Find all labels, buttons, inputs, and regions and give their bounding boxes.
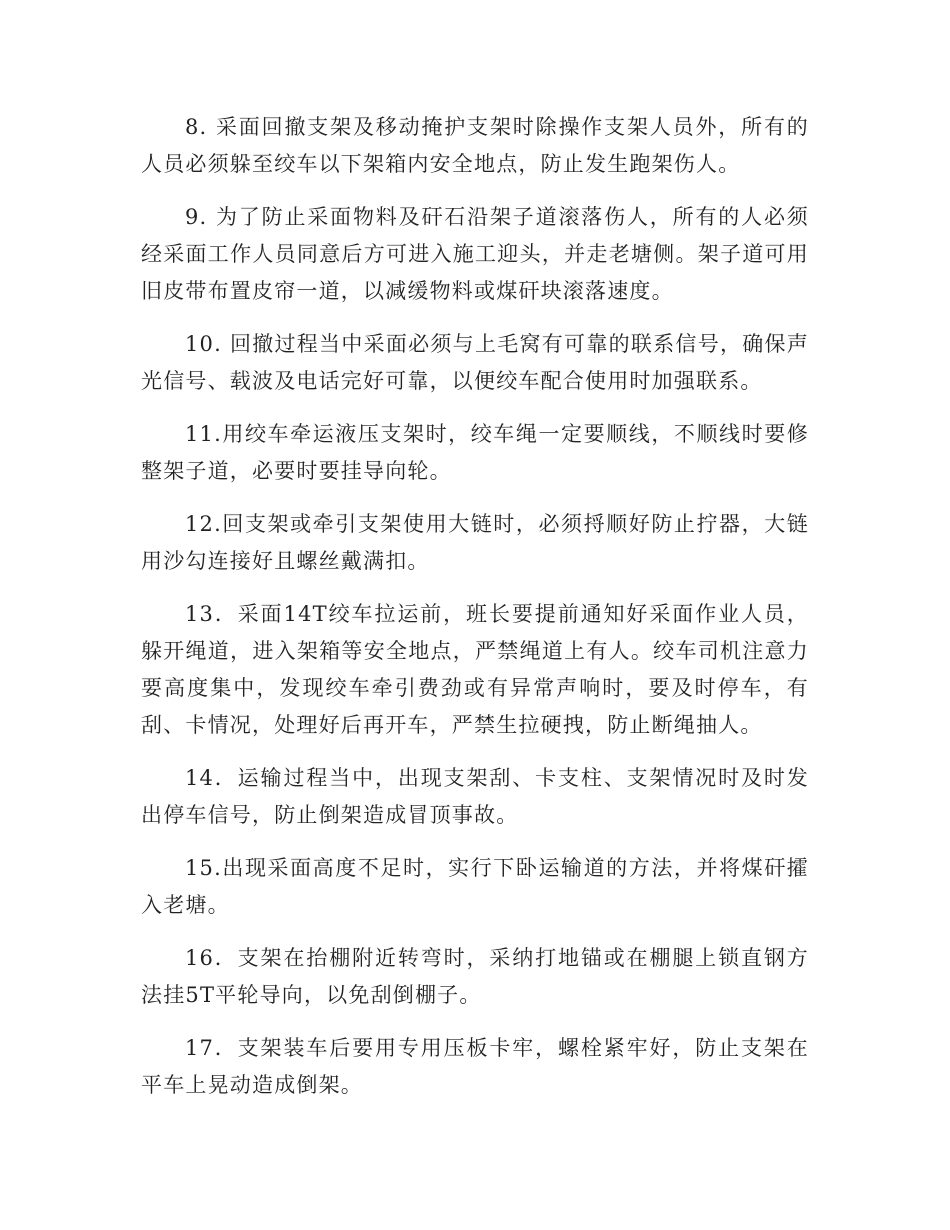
paragraph-item-10: 10. 回撤过程当中采面必须与上毛窝有可靠的联系信号，确保声光信号、载波及电话完好可靠，以便绞车配合使用时加强联系。 xyxy=(141,332,809,393)
paragraph-item-15: 15.出现采面高度不足时，实行下卧运输道的方法，并将煤矸攉入老塘。 xyxy=(141,856,809,917)
document-body xyxy=(141,109,809,1120)
paragraph-item-13: 13．采面14T绞车拉运前，班长要提前通知好采面作业人员，躲开绳道，进入架箱等安全地点，严禁绳道上有人。绞车司机注意力要高度集中，发现绞车牵引费劲或有异常声响时，要及时停车，有刮、卡情况，处理好后再开车，严禁生拉硬拽，防止断绳抽人。 xyxy=(141,602,809,737)
paragraph-item-8: 8. 采面回撤支架及移动掩护支架时除操作支架人员外，所有的人员必须躲至绞车以下架箱内安全地点，防止发生跑架伤人。 xyxy=(141,115,809,176)
paragraph-item-16: 16．支架在抬棚附近转弯时，采纳打地锚或在棚腿上锁直钢方法挂5T平轮导向，以免刮倒棚子。 xyxy=(141,946,809,1007)
paragraph-item-9: 9. 为了防止采面物料及矸石沿架子道滚落伤人，所有的人必须经采面工作人员同意后方可进入施工迎头，并走老塘侧。架子道可用旧皮带布置皮帘一道，以减缓物料或煤矸块滚落速度。 xyxy=(141,205,809,303)
paragraph-item-12: 12.回支架或牵引支架使用大链时，必须捋顺好防止拧器，大链用沙勾连接好且螺丝戴满扣。 xyxy=(141,512,809,573)
paragraph-item-11: 11.用绞车牵运液压支架时，绞车绳一定要顺线，不顺线时要修整架子道，必要时要挂导向轮。 xyxy=(141,422,809,483)
paragraph-item-14: 14．运输过程当中，出现支架刮、卡支柱、支架情况时及时发出停车信号，防止倒架造成冒顶事故。 xyxy=(141,766,809,827)
paragraph-item-17: 17．支架装车后要用专用压板卡牢，螺栓紧牢好，防止支架在平车上晃动造成倒架。 xyxy=(141,1036,809,1097)
